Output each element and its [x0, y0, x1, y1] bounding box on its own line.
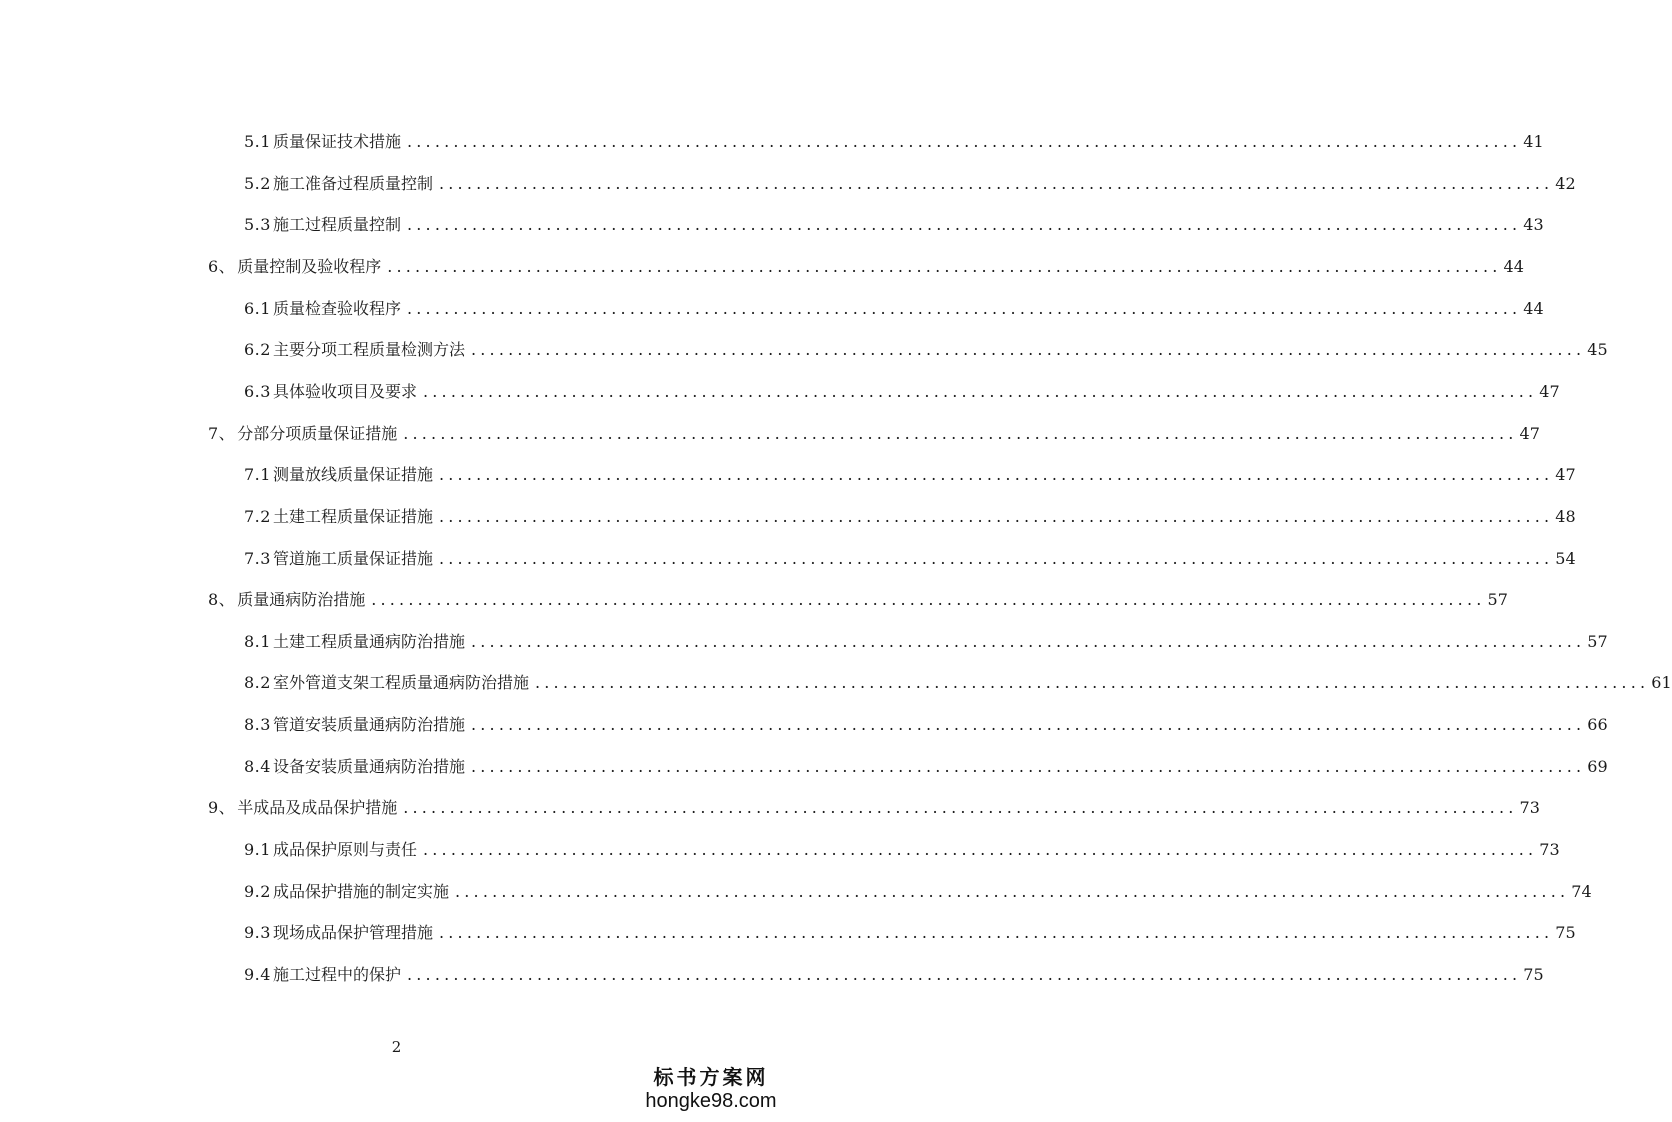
toc-entry[interactable]	[244, 504, 1576, 530]
toc-entry-page: 73	[1539, 840, 1560, 860]
toc-entry-number: 8.1	[244, 631, 271, 651]
toc-dot-leader: ........................................................................................................................	[438, 465, 1554, 485]
toc-entry[interactable]	[244, 462, 1576, 488]
toc-entry-title: 半成品及成品保护措施	[237, 798, 398, 818]
toc-entry-title: 土建工程质量保证措施	[272, 506, 433, 526]
toc-dot-leader: ........................................................................................................................	[371, 590, 1486, 610]
toc-entry-number: 8.3	[244, 715, 271, 735]
toc-entry-page: 41	[1523, 132, 1544, 151]
toc-entry-title: 施工过程中的保护	[272, 965, 401, 984]
toc-entry-title: 施工准备过程质量控制	[272, 173, 433, 193]
toc-entry-title: 管道安装质量通病防治措施	[272, 715, 465, 735]
toc-entry-page: 45	[1587, 340, 1608, 360]
toc-dot-leader: ........................................................................................................................	[438, 548, 1554, 568]
toc-entry[interactable]	[244, 920, 1576, 946]
watermark	[641, 1064, 781, 1112]
toc-entry-page: 74	[1571, 881, 1592, 901]
toc-dot-leader: ........................................................................................................................	[470, 631, 1586, 651]
toc-entry[interactable]	[244, 962, 1544, 988]
toc-entry-page: 75	[1555, 923, 1576, 943]
toc-dot-leader: ........................................................................................................................	[406, 965, 1522, 984]
toc-entry-number: 7.1	[244, 465, 271, 485]
toc-entry[interactable]	[244, 171, 1576, 197]
toc-entry-page: 54	[1555, 548, 1576, 568]
toc-entry-number: 6、	[208, 256, 236, 276]
toc-entry-page: 57	[1587, 631, 1608, 651]
toc-entry-title: 分部分项质量保证措施	[237, 423, 398, 443]
toc-entry[interactable]	[208, 421, 1540, 447]
toc-dot-leader: ........................................................................................................................	[454, 881, 1570, 901]
toc-entry[interactable]	[244, 670, 1672, 696]
toc-entry-page: 44	[1523, 298, 1544, 318]
toc-entry-title: 测量放线质量保证措施	[272, 465, 433, 485]
toc-entry[interactable]	[244, 629, 1608, 655]
toc-entry-number: 9.3	[244, 923, 271, 943]
page-number: 2	[391, 1038, 402, 1056]
toc-entry[interactable]	[208, 254, 1524, 280]
toc-entry-number: 8.4	[244, 756, 271, 776]
toc-entry[interactable]	[244, 379, 1560, 405]
toc-entry-number: 7、	[208, 423, 236, 443]
toc-entry-title: 质量保证技术措施	[272, 132, 401, 151]
toc-entry-page: 47	[1539, 381, 1560, 401]
toc-dot-leader: ........................................................................................................................	[422, 381, 1538, 401]
toc-entry-title: 土建工程质量通病防治措施	[272, 631, 465, 651]
toc-entry-number: 6.2	[244, 340, 271, 360]
toc-entry-title: 质量通病防治措施	[237, 590, 366, 610]
toc-entry-title: 设备安装质量通病防治措施	[272, 756, 465, 776]
toc-entry[interactable]	[244, 837, 1560, 863]
toc-entry-number: 5.2	[244, 173, 271, 193]
toc-entry-title: 具体验收项目及要求	[272, 381, 417, 401]
toc-entry[interactable]	[208, 587, 1508, 613]
toc-entry-number: 8、	[208, 590, 236, 610]
toc-entry-page: 42	[1555, 173, 1576, 193]
toc-dot-leader: ........................................................................................................................	[403, 423, 1518, 443]
toc-entry[interactable]	[244, 879, 1592, 905]
toc-dot-leader: ........................................................................................................................	[534, 673, 1650, 693]
toc-entry-title: 主要分项工程质量检测方法	[272, 340, 465, 360]
toc-entry-number: 9.2	[244, 881, 271, 901]
toc-entry[interactable]	[244, 337, 1608, 363]
toc-entry-page: 73	[1519, 798, 1540, 818]
toc-entry-number: 9、	[208, 798, 236, 818]
toc-entry-title: 质量控制及验收程序	[237, 256, 382, 276]
toc-dot-leader: ........................................................................................................................	[438, 923, 1554, 943]
toc-entry-page: 44	[1503, 256, 1524, 276]
toc-entry-page: 47	[1555, 465, 1576, 485]
toc-entry-number: 5.3	[244, 215, 271, 235]
toc-entry-number: 7.2	[244, 506, 271, 526]
toc-entry-title: 室外管道支架工程质量通病防治措施	[272, 673, 529, 693]
toc-dot-leader: ........................................................................................................................	[438, 506, 1554, 526]
toc-dot-leader: ........................................................................................................................	[406, 215, 1522, 235]
toc-dot-leader: ........................................................................................................................	[438, 173, 1554, 193]
toc-dot-leader: ........................................................................................................................	[406, 298, 1522, 318]
toc-entry-page: 75	[1523, 965, 1544, 984]
toc-entry-title: 质量检查验收程序	[272, 298, 401, 318]
toc-dot-leader: ........................................................................................................................	[470, 756, 1586, 776]
toc-entry[interactable]	[208, 795, 1540, 821]
toc-entry-page: 57	[1487, 590, 1508, 610]
toc-dot-leader: ........................................................................................................................	[406, 132, 1522, 151]
toc-dot-leader: ........................................................................................................................	[387, 256, 1502, 276]
toc-entry[interactable]	[244, 712, 1608, 738]
toc-dot-leader: ........................................................................................................................	[403, 798, 1518, 818]
toc-entry-page: 66	[1587, 715, 1608, 735]
toc-dot-leader: ........................................................................................................................	[470, 715, 1586, 735]
toc-entry[interactable]	[244, 129, 1544, 155]
toc-entry-number: 6.1	[244, 298, 271, 318]
toc-entry-page: 43	[1523, 215, 1544, 235]
watermark-name: 标书方案网	[653, 1065, 769, 1089]
toc-entry-title: 成品保护措施的制定实施	[272, 881, 449, 901]
toc-entry-title: 管道施工质量保证措施	[272, 548, 433, 568]
toc-entry[interactable]	[244, 212, 1544, 238]
toc-entry-title: 现场成品保护管理措施	[272, 923, 433, 943]
toc-entry-title: 成品保护原则与责任	[272, 840, 417, 860]
toc-entry[interactable]	[244, 296, 1544, 322]
toc-entry[interactable]	[244, 546, 1576, 572]
toc-entry[interactable]	[244, 754, 1608, 780]
toc-dot-leader: ........................................................................................................................	[422, 840, 1538, 860]
toc-entry-number: 9.4	[244, 965, 271, 984]
toc-entry-number: 6.3	[244, 381, 271, 401]
toc-dot-leader: ........................................................................................................................	[470, 340, 1586, 360]
toc-entry-number: 9.1	[244, 840, 271, 860]
toc-entry-page: 47	[1519, 423, 1540, 443]
toc-entry-page: 69	[1587, 756, 1608, 776]
toc-entry-title: 施工过程质量控制	[272, 215, 401, 235]
toc-entry-page: 48	[1555, 506, 1576, 526]
toc-entry-number: 8.2	[244, 673, 271, 693]
watermark-url: hongke98.com	[645, 1090, 777, 1112]
toc-entry-page: 61	[1651, 673, 1672, 693]
toc-entry-number: 5.1	[244, 132, 271, 151]
toc-entry-number: 7.3	[244, 548, 271, 568]
